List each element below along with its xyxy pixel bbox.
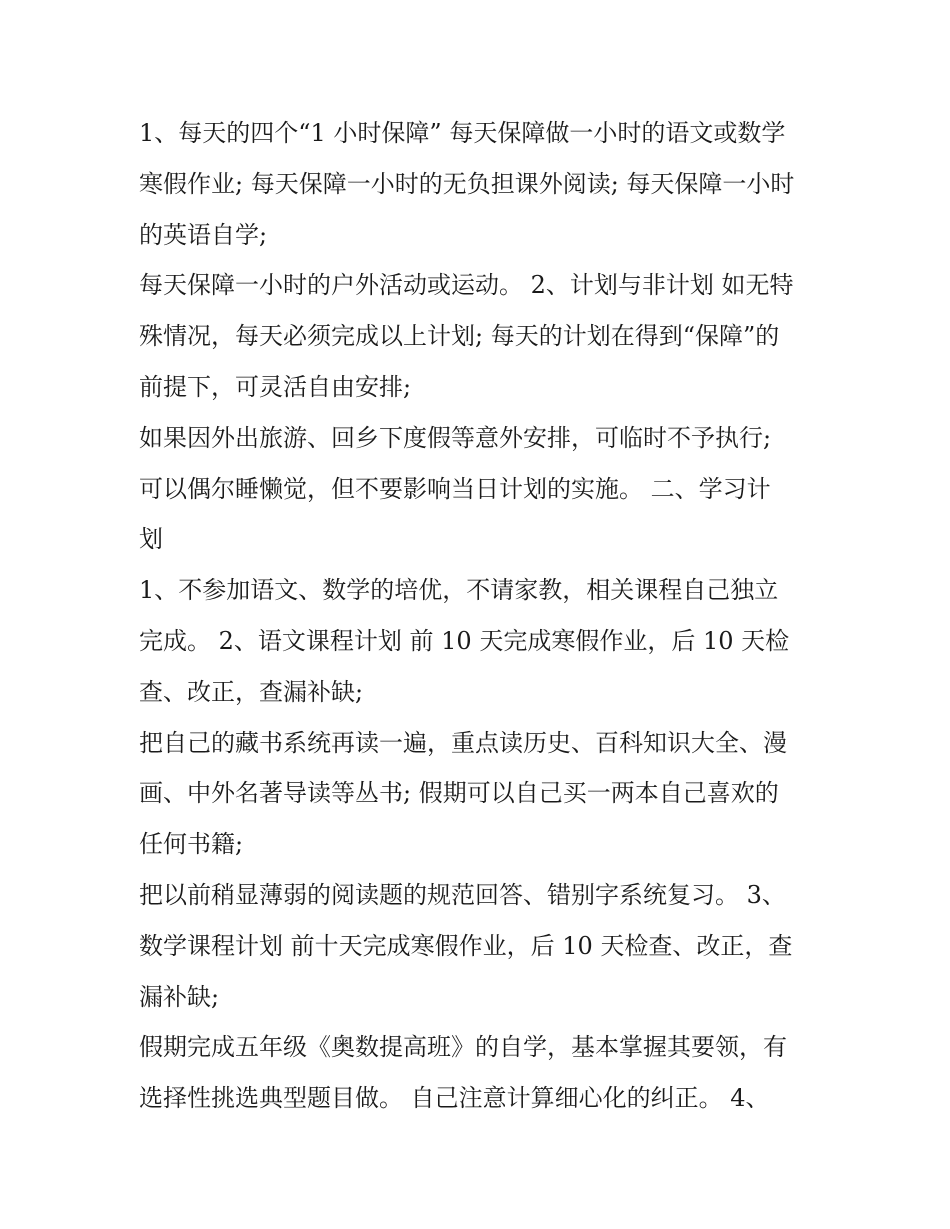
body-text (139, 108, 819, 1124)
text-line: 选择性挑选典型题目做。 自己注意计算细心化的纠正。 4、 (139, 1084, 770, 1113)
text-line: 可以偶尔睡懒觉，但不要影响当日计划的实施。 二、学习计 (139, 474, 771, 503)
text-line: 1、不参加语文、数学的培优，不请家教，相关课程自己独立 (139, 576, 779, 605)
text-line: 每天保障一小时的户外活动或运动。 2、计划与非计划 如无特 (139, 271, 794, 300)
text-line: 画、中外名著导读等丛书; 假期可以自己买一两本自己喜欢的 (139, 779, 779, 808)
text-line: 把以前稍显薄弱的阅读题的规范回答、错别字系统复习。 3、 (139, 880, 786, 909)
text-line: 划 (139, 525, 163, 554)
text-line: 漏补缺; (139, 982, 220, 1011)
text-line: 的英语自学; (139, 220, 268, 249)
text-line: 寒假作业; 每天保障一小时的无负担课外阅读; 每天保障一小时 (139, 169, 795, 198)
text-line: 假期完成五年级《奥数提高班》的自学，基本掌握其要领，有 (139, 1033, 787, 1062)
text-line: 数学课程计划 前十天完成寒假作业，后 10 天检查、改正，查 (139, 931, 793, 960)
text-line: 把自己的藏书系统再读一遍，重点读历史、百科知识大全、漫 (139, 728, 787, 757)
text-line: 完成。 2、语文课程计划 前 10 天完成寒假作业，后 10 天检 (139, 626, 790, 655)
text-line: 前提下，可灵活自由安排; (139, 372, 412, 401)
text-line: 1、每天的四个“1 小时保障” 每天保障做一小时的语文或数学 (139, 119, 786, 147)
text-line: 殊情况，每天必须完成以上计划; 每天的计划在得到“保障”的 (139, 322, 780, 351)
text-line: 如果因外出旅游、回乡下度假等意外安排，可临时不予执行; (139, 423, 772, 452)
text-line: 查、改正，查漏补缺; (139, 677, 364, 706)
text-line: 任何书籍; (139, 830, 244, 859)
